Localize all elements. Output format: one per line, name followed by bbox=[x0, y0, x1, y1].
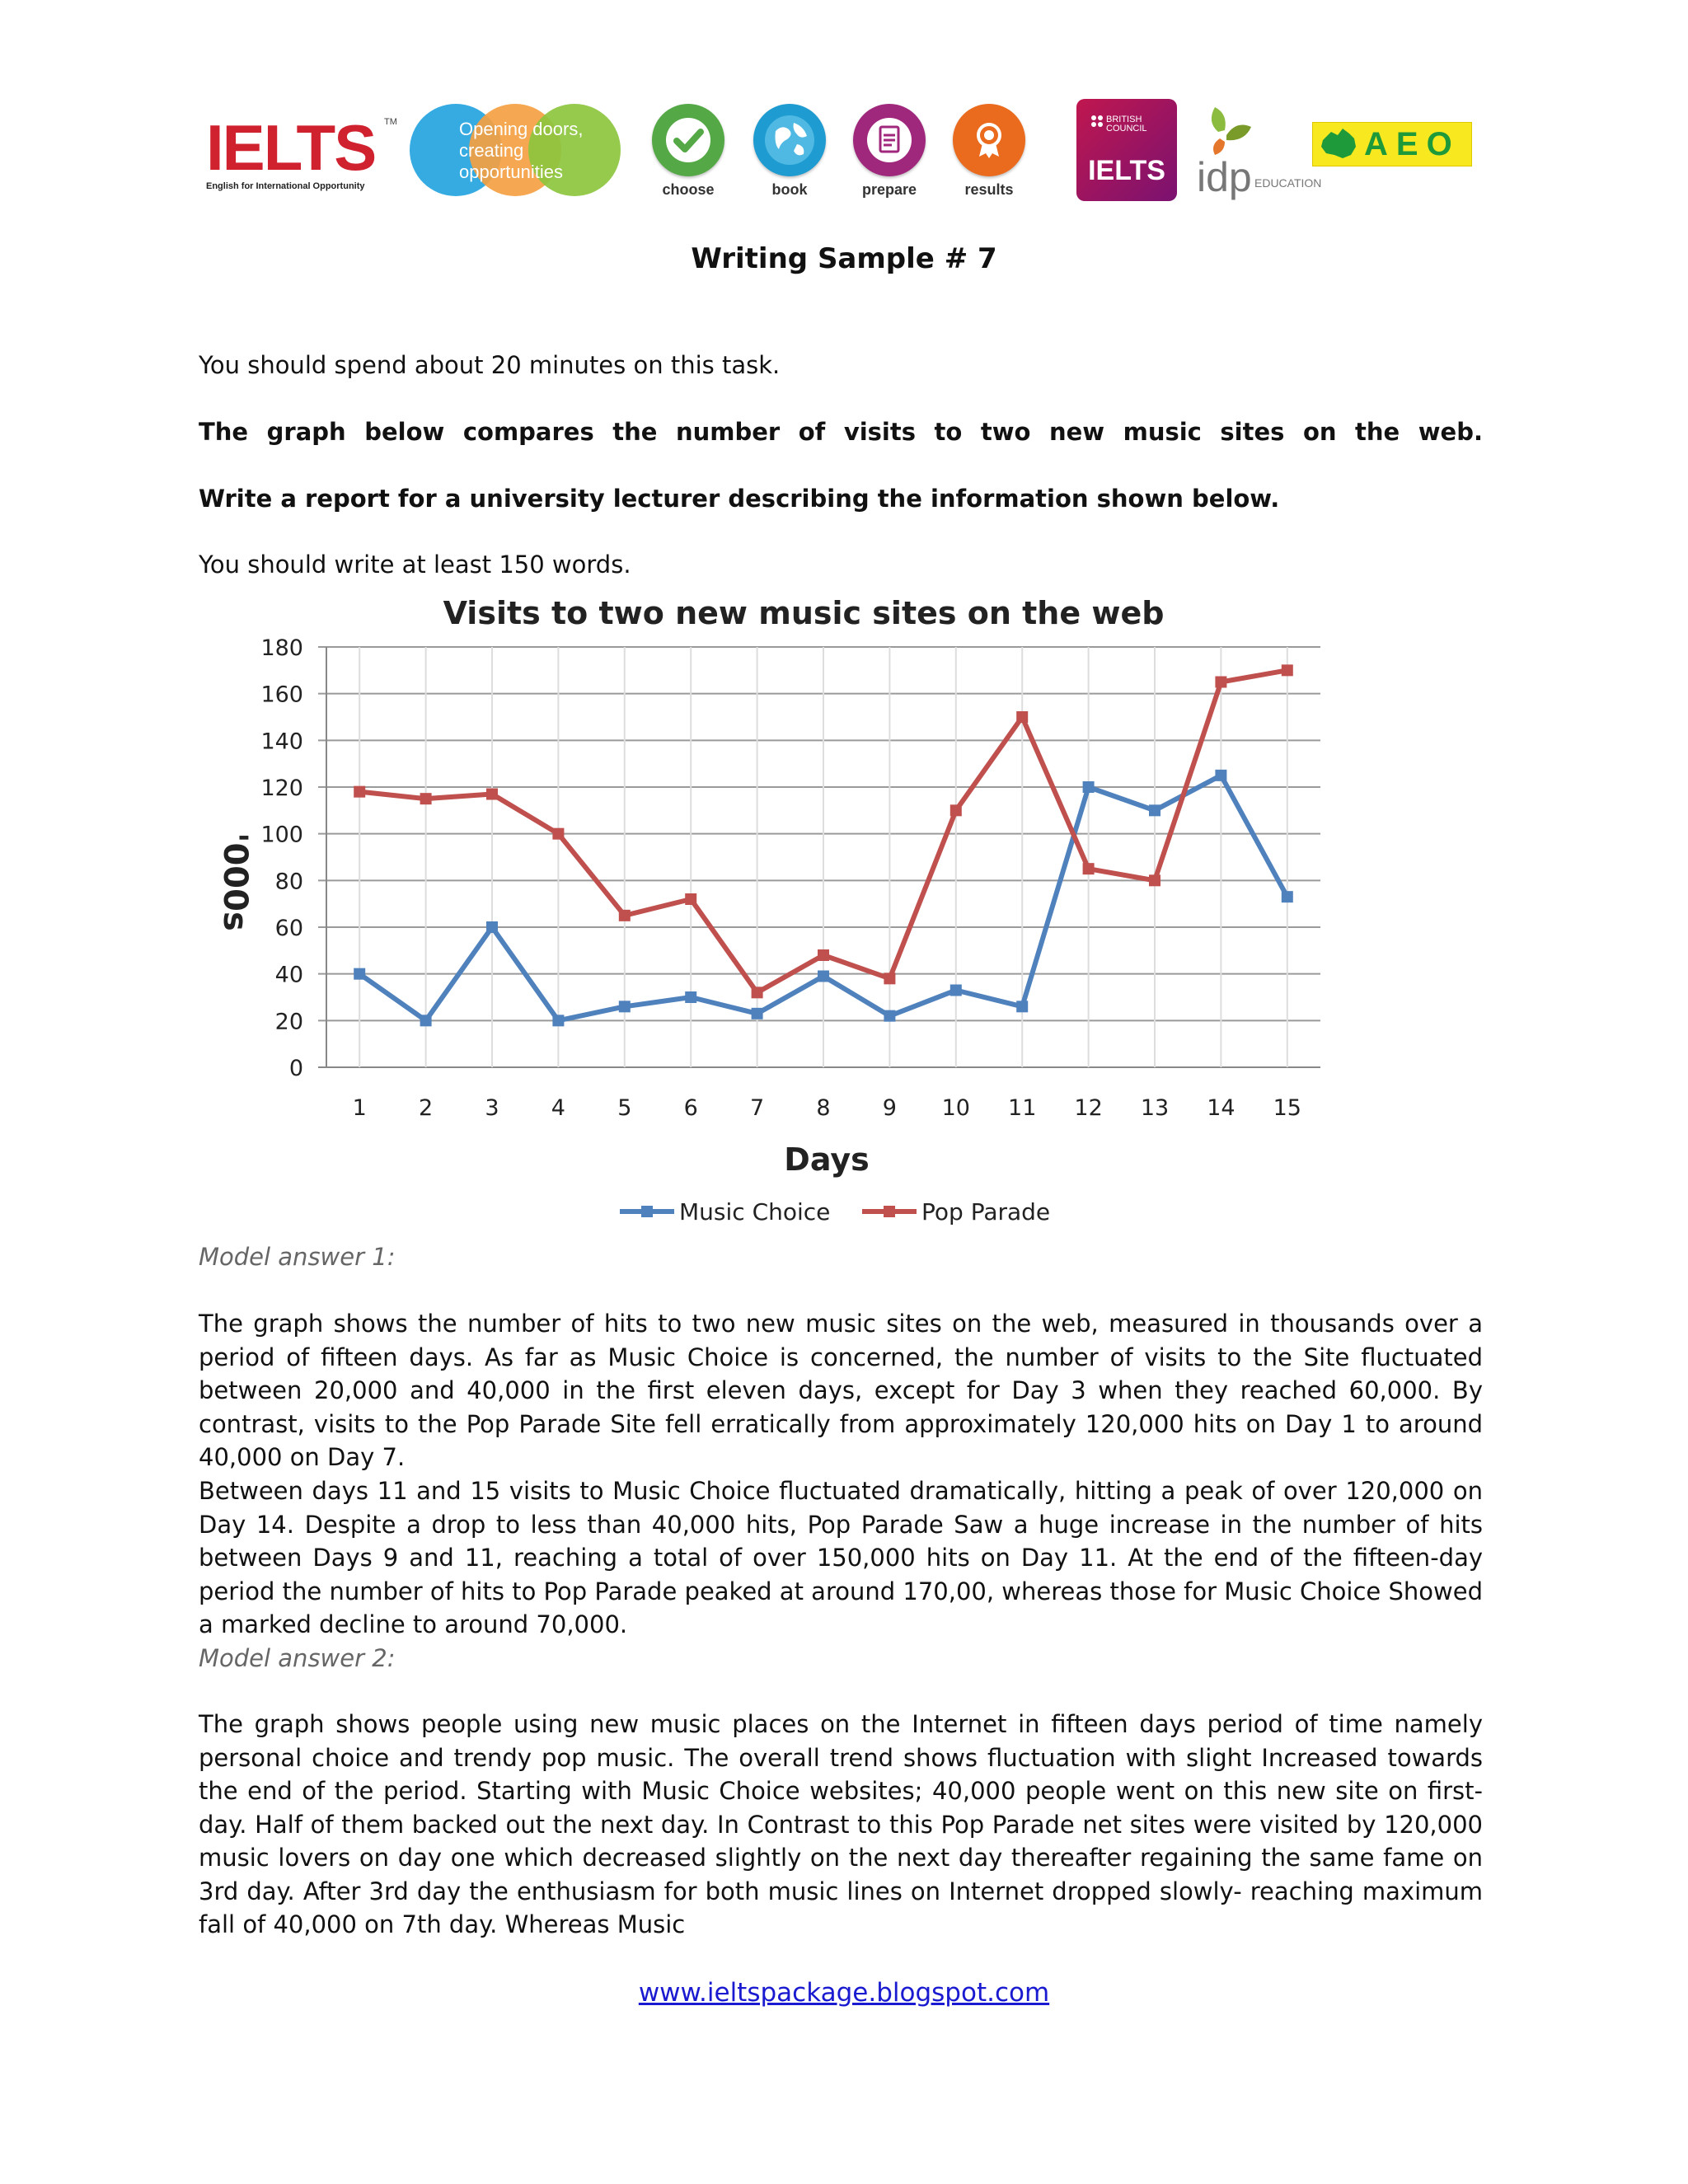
x-tick-label: 6 bbox=[683, 1095, 698, 1121]
data-point bbox=[1149, 804, 1160, 816]
x-tick-label: 4 bbox=[551, 1095, 565, 1121]
x-tick-label: 11 bbox=[1008, 1095, 1037, 1121]
y-tick-label: 120 bbox=[260, 776, 303, 801]
data-point bbox=[1016, 711, 1028, 723]
data-point bbox=[486, 921, 498, 933]
check-icon bbox=[652, 104, 724, 176]
y-tick-label: 20 bbox=[274, 1009, 303, 1035]
document-icon bbox=[853, 104, 926, 176]
x-tick-label: 1 bbox=[352, 1095, 367, 1121]
british-council-text: BRITISH COUNCIL bbox=[1106, 115, 1147, 134]
legend-marker bbox=[641, 1206, 653, 1217]
x-tick-label: 9 bbox=[882, 1095, 897, 1121]
tagline-circles-logo bbox=[410, 104, 624, 196]
data-point bbox=[1215, 677, 1226, 688]
model-answer-1-paragraph-2: Between days 11 and 15 visits to Music Choice fluctuated dramatically, hitting a peak of over 120,000 on Day 14. Despite a drop to less than 40,000 hits, Pop Parade Saw a huge increase in the number of hits between Days 9 and 11, reaching a total of over 150,000 hits on Day 11. At the end of the fifteen-day period the number of hits to Pop Parade peaked at around 170,00, whereas those for Music Choice Showed a marked decline to around 70,000. bbox=[199, 1477, 1483, 1638]
legend-marker bbox=[884, 1206, 895, 1217]
idp-logo-sub: EDUCATION bbox=[1254, 176, 1322, 190]
ielts-logo-word: IELTS bbox=[206, 111, 376, 184]
data-point bbox=[752, 987, 763, 998]
data-point bbox=[884, 972, 895, 984]
step-label: prepare bbox=[861, 181, 917, 198]
instruction-time: You should spend about 20 minutes on this task. bbox=[199, 351, 781, 379]
x-tick-label: 15 bbox=[1273, 1095, 1301, 1121]
step-label: choose bbox=[662, 181, 715, 198]
data-point bbox=[1282, 664, 1293, 676]
step-label: results bbox=[964, 181, 1014, 198]
ielts-logo bbox=[206, 111, 397, 191]
y-tick-label: 140 bbox=[260, 729, 303, 755]
line-chart bbox=[181, 581, 1335, 1232]
data-point bbox=[1083, 863, 1095, 874]
aeo-logo bbox=[1312, 122, 1472, 166]
globe-icon bbox=[753, 104, 826, 176]
british-council-dots-icon bbox=[1091, 115, 1104, 129]
data-point bbox=[354, 968, 365, 980]
step-book bbox=[744, 104, 835, 199]
x-tick-label: 14 bbox=[1207, 1095, 1236, 1121]
data-point bbox=[354, 786, 365, 798]
footer-link[interactable]: www.ieltspackage.blogspot.com bbox=[638, 1978, 1050, 2008]
model-answer-2-paragraph-1: The graph shows people using new music places on the Internet in fifteen days period of time namely personal choice and trendy pop music. The overall trend shows fluctuation with slight Increased towards the end of the period. Starting with Music Choice websites; 40,000 people went on this new site on first-day. Half of them backed out the next day. In Contrast to this Pop Parade net sites were visited by 120,000 music lovers on day one which decreased slightly on the next day thereafter regaining the same fame on 3rd day. After 3rd day the enthusiasm for both music lines on Internet dropped slowly- reaching maximum fall of 40,000 on 7th day. Whereas Music bbox=[199, 1710, 1483, 1938]
idp-logo bbox=[1197, 102, 1329, 201]
step-choose bbox=[643, 104, 734, 199]
data-point bbox=[619, 910, 631, 921]
model-answer-1-label: Model answer 1: bbox=[199, 1243, 396, 1271]
data-point bbox=[552, 828, 564, 840]
data-point bbox=[1215, 770, 1226, 781]
data-point bbox=[619, 1001, 631, 1012]
data-point bbox=[950, 804, 962, 816]
legend-label: Pop Parade bbox=[921, 1198, 1051, 1226]
model-answer-1-paragraph-1: The graph shows the number of hits to two new music sites on the web, measured in thousands over a period of fifteen days. As far as Music Choice is concerned, the number of visits to the Site fluctuated between 20,000 and 40,000 in the first eleven days, except for Day 3 when they reached 60,000. By contrast, visits to the Pop Parade Site fell erratically from approximately 120,000 hits on Day 1 to around 40,000 on Day 7. bbox=[199, 1310, 1483, 1471]
award-ribbon-icon bbox=[953, 104, 1025, 176]
chart-title: Visits to two new music sites on the web bbox=[443, 595, 1165, 631]
x-tick-label: 12 bbox=[1074, 1095, 1103, 1121]
step-prepare bbox=[844, 104, 935, 199]
step-results bbox=[944, 104, 1034, 199]
data-point bbox=[685, 991, 696, 1003]
data-point bbox=[1016, 1001, 1028, 1012]
report-instruction: Write a report for a university lecturer describing the information shown below. bbox=[199, 485, 1280, 513]
ielts-logo-tm: TM bbox=[384, 117, 397, 127]
y-tick-label: 40 bbox=[274, 962, 303, 988]
x-tick-label: 5 bbox=[617, 1095, 632, 1121]
model-answer-2-label: Model answer 2: bbox=[199, 1644, 396, 1672]
idp-logo-word: idp bbox=[1197, 154, 1252, 200]
y-tick-label: 100 bbox=[260, 822, 303, 848]
y-tick-label: 180 bbox=[260, 635, 303, 661]
task-prompt: The graph below compares the number of visits to two new music sites on the web. bbox=[199, 418, 1483, 446]
data-point bbox=[486, 789, 498, 800]
page-title: Writing Sample # 7 bbox=[691, 242, 997, 275]
x-tick-label: 2 bbox=[419, 1095, 434, 1121]
y-tick-label: 60 bbox=[274, 916, 303, 941]
x-tick-label: 13 bbox=[1140, 1095, 1170, 1121]
ielts-logo-tagline: English for International Opportunity bbox=[206, 181, 365, 191]
x-tick-label: 8 bbox=[816, 1095, 831, 1121]
x-tick-label: 7 bbox=[750, 1095, 765, 1121]
y-axis-label: '000s bbox=[216, 832, 254, 931]
data-point bbox=[552, 1015, 564, 1026]
word-count-instruction: You should write at least 150 words. bbox=[199, 551, 631, 579]
data-point bbox=[752, 1008, 763, 1019]
british-council-logo bbox=[1076, 99, 1177, 201]
data-point bbox=[950, 985, 962, 996]
aeo-logo-word: AEO bbox=[1364, 126, 1461, 162]
x-tick-label: 3 bbox=[485, 1095, 499, 1121]
idp-leaf-icon bbox=[1203, 102, 1253, 157]
tagline-circles-text: Opening doors, creating opportunities bbox=[459, 119, 584, 182]
y-tick-label: 0 bbox=[288, 1056, 303, 1081]
data-point bbox=[818, 971, 829, 982]
data-point bbox=[1282, 891, 1293, 902]
british-council-ielts-word: IELTS bbox=[1088, 155, 1165, 186]
data-point bbox=[1149, 874, 1160, 886]
legend-label: Music Choice bbox=[679, 1198, 831, 1226]
data-point bbox=[884, 1010, 895, 1022]
step-label: book bbox=[771, 181, 808, 198]
australia-map-icon bbox=[1318, 125, 1359, 163]
x-tick-label: 10 bbox=[941, 1095, 970, 1121]
data-point bbox=[685, 893, 696, 905]
data-point bbox=[420, 1015, 432, 1026]
y-tick-label: 80 bbox=[274, 869, 303, 895]
data-point bbox=[818, 949, 829, 961]
x-axis-label: Days bbox=[784, 1141, 870, 1178]
data-point bbox=[420, 793, 432, 804]
data-point bbox=[1083, 781, 1095, 793]
y-tick-label: 160 bbox=[260, 682, 303, 708]
